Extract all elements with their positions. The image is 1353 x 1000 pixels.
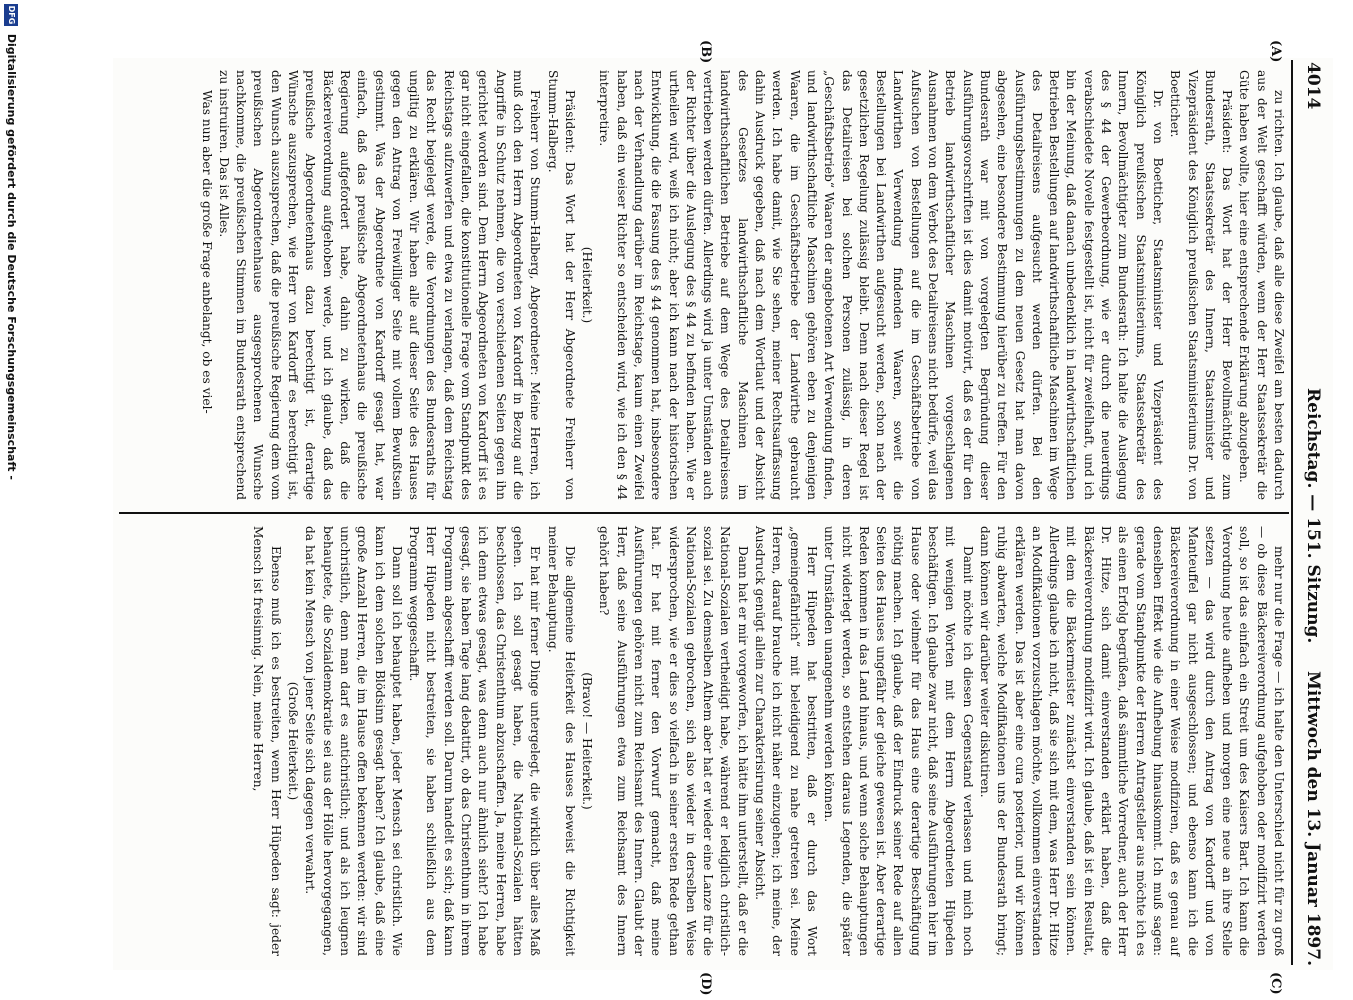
column-divider [119, 512, 1289, 514]
left-column-paragraph: Präsident: Das Wort hat der Herr Abgeordnete Freiherr von Stumm-Halberg. [545, 70, 577, 500]
left-column-paragraph: Freiherr von Stumm-Halberg, Abgeordneter: Meine Herren, ich muß doch den Herrn Abgeordneten von Kardorff in Bezug auf die Angriffe in Schutz nehmen, die von verschiedenen Seiten gegen ihn gerichtet worden sind. Dem Herrn Abgeordneten von Kardorff ist es gar nicht eingefallen, die konstitutionelle Frage vom Standpunkt des Reichstags aufzuwerfen und etwa zu verlangen, daß dem Reichstag das Recht beigelegt werde, die Verordnungen des Bundesraths für ungiltig zu erklären. Wir haben alle auf dieser Seite des Hauses gegen den Antrag von Freiwilliger Seite mit vollem Bewußtsein gestimmt. Was der Abgeordnete von Kardorff gesagt hat, war einfach, daß das preußische Abgeordnetenhaus die preußische Regierung aufgefordert habe, dahin zu wirken, daß die Bäckereiverordnung aufgehoben werde, und ich glaube, daß das preußische Abgeordnetenhaus dazu berechtigt ist, derartige Wünsche auszusprechen, wie Herr von Kardorff es berechtigt ist, den Wunsch auszusprechen, daß die preußische Regierung dem vom preußischen Abgeordnetenhause ausgesprochenen Wunsche nachkomme, die preußischen Stimmen im Bundesrath entsprechend zu instruiren. Das ist Alles. [216, 70, 543, 500]
header-date: Mittwoch den 13. Januar 1897. [1303, 671, 1323, 966]
header-title: Reichstag. — 151. Sitzung. [1303, 388, 1323, 644]
page-number: 4014 [1303, 62, 1323, 110]
digitization-footer [1, 0, 21, 1000]
left-column-paragraph: Dr. von Boetticher, Staatsminister und Vizepräsident des Königlich preußischen Staatsministeriums, Staatssekretär des Innern, Bevollmächtigter zum Bundesrath: Ich halte die Auslegung des § 44 der Gewerbeordnung, wie er durch die neuerdings verabschiedete Novelle festgestellt ist, nicht für zweifelhaft, und ich bin der Meinung, daß danach unbedenklich in landwirthschaftlichen Betrieben Bestellungen auf landwirthschaftliche Maschinen im Wege des Detailreisens aufgesucht werden dürfen. Bei den Ausführungsbestimmungen zu dem neuen Gesetz hat man davon abgesehen, eine besondere Bestimmung hierüber zu treffen. Für den Bundesrath war mit von vorgelegten Begründung dieser Ausführungsvorschriften ist dies damit motivirt, daß es der für den Betrieb landwirthschaftlicher Maschinen vorgeschlagenen Ausnahmen von dem Verbot des Detailreisens nicht bedürfe, weil das Aufsuchen von Bestellungen auf die im Geschäftsbetriebe von Landwirthen Verwendung findenden Waaren, soweit die Bestellungen bei Landwirthen aufgesucht werden, schon nach der gesetzlichen Regelung zulässig bleibt. Denn nach dieser Regel ist das Detailreisen bei solchen Personen zulässig, in deren „Geschäftsbetrieb“ Waaren der angebotenen Art Verwendung finden, und landwirthschaftliche Maschinen gehören eben zu denjenigen Waaren, die im Geschäftsbetriebe der Landwirthe gebraucht werden. Ich habe damit, wie Sie sehen, meiner Rechtsauffassung dahin Ausdruck gegeben, daß nach dem Wortlaut und der Absicht des Gesetzes landwirthschaftliche Maschinen im landwirthschaftlichen Betriebe auf dem Wege des Detailreisens vertrieben werden dürfen. Allerdings wird ja unter Umständen auch der Richter über die Auslegung des § 44 zu befinden haben. Wie er urtheilen wird, weiß ich nicht; aber ich kann nach der historischen Entwicklung, die die Fassung des § 44 genommen hat, insbesondere nach der Verhandlung darüber im Reichstage, kaum einen Zweifel haben, daß ein weiser Richter so entscheiden wird, wie ich den § 44 interpretire. [597, 70, 1165, 500]
right-column-paragraph: Herr Hüpeden hat bestritten, daß er durch das Wort „gemeingefährlich“ mit beleidigend zu nahe getreten sei. Meine Herren, darauf brauche ich nicht näher einzugehen; ich meine, der Ausdruck genügt allein zur Charakterisirung seiner Absicht. [753, 526, 819, 956]
margin-marker-c: (C) [1268, 972, 1283, 995]
left-column-paragraph: (Heiterkeit.) [580, 246, 595, 324]
right-column [251, 526, 1287, 956]
margin-marker-d: (D) [698, 972, 713, 996]
header-rule [1291, 60, 1293, 965]
right-column-paragraph: Er hat mir ferner Dinge untergelegt, die wirklich über alles Maß gehen. Ich soll gesagt haben, die National-Sozialen hätten beschlossen, das Christenthum abzuschaffen. Ja, meine Herren, habe ich denn etwas gesagt, was denn auch nur ähnlich sieht? Ich habe gesagt, sie haben Tage lang debattirt, ob das Christenthum in ihrem Programm abgeschafft werden soll. Darum handelt es sich; daß kann Herr Hüpeden nicht bestreiten, sie haben schließlich aus dem Programm weggeschafft. [407, 526, 543, 956]
left-column-paragraph: Was nun aber die große Frage anbelangt, ob es viel- [199, 90, 214, 414]
margin-marker-a: (A) [1268, 40, 1283, 63]
right-column-paragraph: (Bravo! — Heiterkeit.) [580, 672, 595, 810]
left-column [199, 70, 1287, 500]
footer-text: Digitalisierung gefördert durch die Deutsche Forschungsgemeinschaft - [5, 33, 18, 480]
right-column-paragraph: (Große Heiterkeit.) [286, 681, 301, 801]
right-column-paragraph: Die allgemeine Heiterkeit des Hauses beweist die Richtigkeit meiner Behauptung. [545, 526, 577, 956]
dfg-logo-icon: DFG [4, 4, 18, 26]
right-column-paragraph: Ebenso muß ich es bestreiten, wenn Herr Hüpeden sagt: jeder Mensch ist freisinnig. Nein, meine Herren, [251, 526, 283, 956]
left-column-paragraph: zu richten. Ich glaube, daß alle diese Zweifel am besten dadurch aus der Welt geschafft würden, wenn der Herr Staatssekretär die Güte haben wollte, hier eine entsprechende Erklärung abzugeben. [1237, 70, 1286, 500]
left-column-paragraph: Präsident: Das Wort hat der Herr Bevollmächtigte zum Bundesrath, Staatssekretär des Innern, Staatsminister und Vizepräsident des Königlich preußischen Staatsministeriums Dr. von Boetticher. [1168, 70, 1235, 500]
page-header [1291, 58, 1331, 970]
right-column-paragraph: mehr nur die Frage — ich halte den Unterschied nicht für zu groß — ob diese Bäckereiverordnung aufgehoben oder modifizirt werden soll, so ist das einfach ein Streit um des Kaisers Bart. Ich kann die Verordnung heute aufheben und morgen eine neue an ihre Stelle setzen — das wird durch den Antrag von Kardorff und von Manteuffel gar nicht ausgeschlossen; und ebenso kann ich die Bäckereiverordnung in einer Weise modifiziren, daß es genau auf denselben Effekt wie die Aufhebung hinauskommt. Ich muß sagen: gerade vom Standpunkte der Herren Antragsteller aus möchte ich es als einen Erfolg begrüßen, daß sämmtliche Vorredner, auch der Herr Dr. Hitze, sich damit einverstanden erklärt haben, daß die Bäckereiverordnung modifizirt wird. Ich glaube, daß ist ein Resultat, mit dem die Bäckermeister zunächst einverstanden sein können. Allerdings glaube ich nicht, daß sie sich mit dem, was Herr Dr. Hitze an Modifikationen vorzuschlagen möchte, vollkommen einverstanden erklären werden. Das ist aber eine cura posterior, und wir können ruhig abwarten, welche Modifikationen uns der Bundesrath bringt; dann können wir darüber weiter diskutiren. [977, 526, 1286, 956]
margin-marker-b: (B) [698, 40, 713, 64]
right-column-paragraph: Dann soll ich behauptet haben, jeder Mensch sei christlich. Wie kann ich dem solchen Blödsinn gesagt haben? Ich glaube, daß eine große Anzahl Herren, die im Hause offen bekennen werden: wir sind unchristlich, denn man darf es antichristlich; und als ich leugnen behauptete, die Sozialdemokratie sei aus der Hölle hervorgegangen, da hat kein Mensch von jener Seite sich dagegen verwahrt. [303, 526, 404, 956]
right-column-paragraph: Dann hat er mir vorgeworfen, ich hätte ihm unterstellt, daß er die National-Sozialen vertheidigt habe, während er lediglich christlich-sozial sei. Zu demselben Athem aber hat er wieder eine Lanze für die National-Sozialen gebrochen, sich also wieder in derselben Weise widersprochen, wie er dies so vielfach in seiner ersten Rede gethan hat. Er hat mit ferner den Vorwurf gemacht, daß meine Ausführungen gehören nicht zum Reichsamt des Innern. Glaubt der Herr, daß seine Ausführungen etwa zum Reichsamt des Innern gehört haben? [597, 526, 750, 956]
right-column-paragraph: Damit möchte ich diesen Gegenstand verlassen und mich noch mit wenigen Worten mit dem Herrn Abgeordneten Hüpeden beschäftigen. Ich glaube zwar nicht, daß seine Ausführungen hier im Hause oder vielmehr für das Haus eine derartige Beschäftigung nöthig machen. Ich glaube, daß der Eindruck seiner Rede auf allen Seiten des Hauses ungefähr der gleiche gewesen ist. Aber derartige Reden kommen in das Land hinaus, und wenn solche Behauptungen nicht widerlegt werden, so entstehen daraus Legenden, die später unter Umständen unangenehm werden können. [822, 526, 975, 956]
